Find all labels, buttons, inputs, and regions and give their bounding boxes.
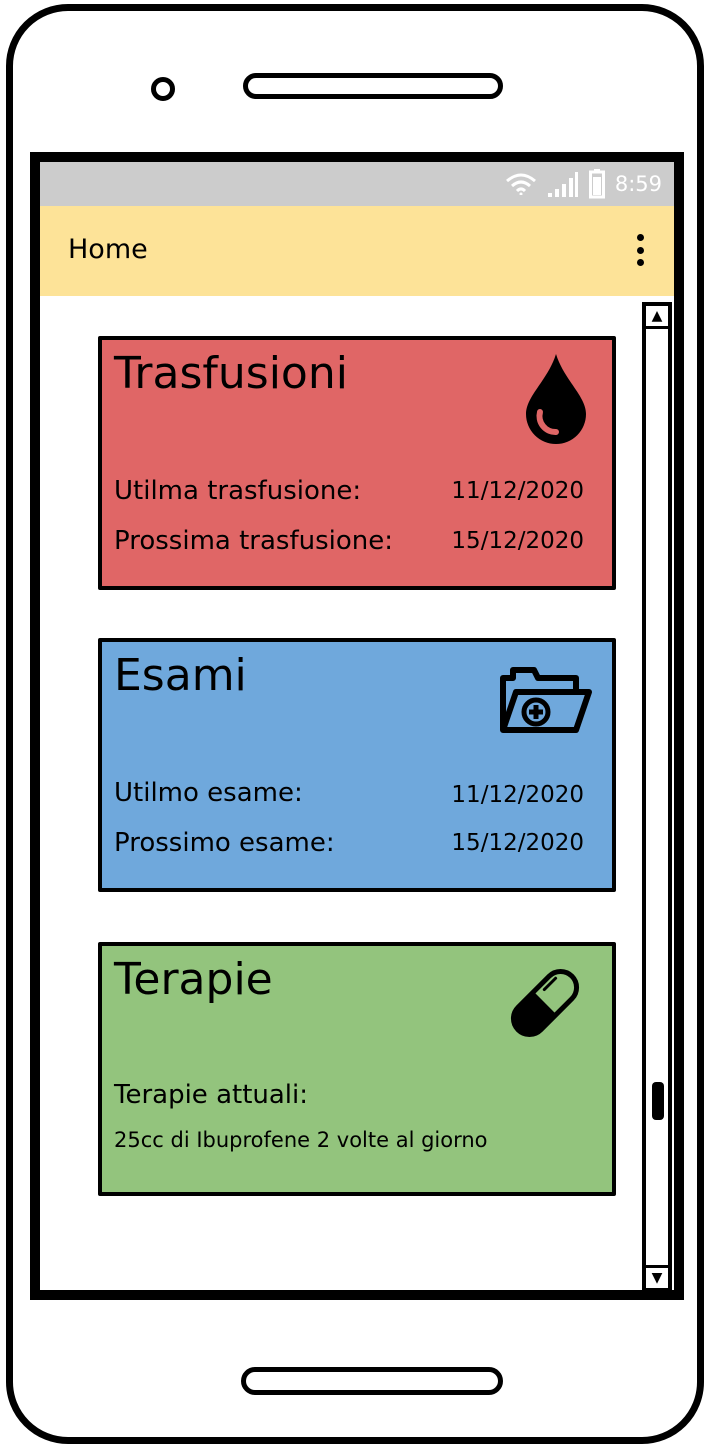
page-title: Home <box>68 234 148 265</box>
scroll-up-button[interactable]: ▲ <box>646 306 668 329</box>
speaker <box>243 73 503 99</box>
next-transfusion-date: 15/12/2020 <box>451 528 584 554</box>
next-transfusion-label: Prossima trasfusione: <box>114 526 393 556</box>
status-time: 8:59 <box>614 172 662 196</box>
battery-icon <box>589 169 605 199</box>
screen <box>30 152 684 1300</box>
next-exam-label: Prossimo esame: <box>114 828 335 858</box>
scroll-down-button[interactable]: ▼ <box>646 1265 668 1288</box>
scrollbar[interactable] <box>642 302 672 1292</box>
status-bar <box>40 162 674 206</box>
medical-folder-icon <box>500 664 592 734</box>
exams-card-title: Esami <box>114 650 247 701</box>
signal-icon <box>547 171 579 197</box>
last-transfusion-label: Utilma trasfusione: <box>114 476 362 506</box>
transfusions-card[interactable] <box>98 336 616 590</box>
home-button[interactable] <box>241 1367 503 1395</box>
current-therapies-label: Terapie attuali: <box>114 1080 309 1110</box>
therapies-card[interactable] <box>98 942 616 1196</box>
next-exam-date: 15/12/2020 <box>451 830 584 856</box>
camera <box>151 77 175 101</box>
transfusions-card-title: Trasfusioni <box>114 348 348 399</box>
therapies-card-title: Terapie <box>114 954 273 1005</box>
last-exam-label: Utilmo esame: <box>114 778 303 808</box>
current-therapy-detail: 25cc di Ibuprofene 2 volte al giorno <box>114 1128 488 1152</box>
scroll-thumb[interactable] <box>652 1082 664 1120</box>
pill-icon <box>500 958 590 1048</box>
last-transfusion-date: 11/12/2020 <box>451 478 584 504</box>
wifi-icon <box>505 173 537 195</box>
blood-drop-icon <box>524 352 588 444</box>
app-bar <box>40 206 674 296</box>
exams-card[interactable] <box>98 638 616 892</box>
home-content <box>40 296 674 1290</box>
last-exam-date: 11/12/2020 <box>451 782 584 808</box>
overflow-menu-icon[interactable] <box>632 234 648 266</box>
